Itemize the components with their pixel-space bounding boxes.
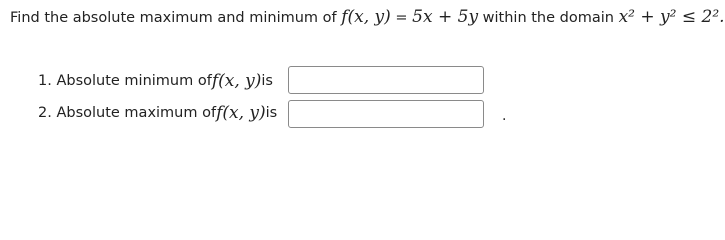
part-1-row xyxy=(38,65,273,97)
part-1-number: 1. xyxy=(38,73,52,89)
part-2-label: Absolute maximum of xyxy=(56,105,217,121)
question-prefix: Find the absolute maximum and minimum of xyxy=(10,10,342,26)
function-notation: f(x, y) xyxy=(341,7,391,27)
part-2-number: 2. xyxy=(38,105,52,121)
equals-sign: = xyxy=(390,10,413,26)
question-middle: within the domain xyxy=(478,10,619,26)
absolute-maximum-input[interactable] xyxy=(288,100,484,128)
part-2-function: f(x, y) xyxy=(216,103,266,123)
domain-expression: x² + y² ≤ 2². xyxy=(618,7,725,27)
absolute-minimum-input[interactable] xyxy=(288,66,484,94)
part-1-function: f(x, y) xyxy=(211,71,262,91)
part-1-label: Absolute minimum of xyxy=(56,73,212,89)
part-2-row xyxy=(38,97,277,129)
part-2-suffix: is xyxy=(265,105,278,121)
function-expression: 5x + 5y xyxy=(412,7,479,27)
part-1-suffix: is xyxy=(261,73,273,89)
trailing-period: . xyxy=(502,108,507,124)
question-text xyxy=(10,6,725,29)
